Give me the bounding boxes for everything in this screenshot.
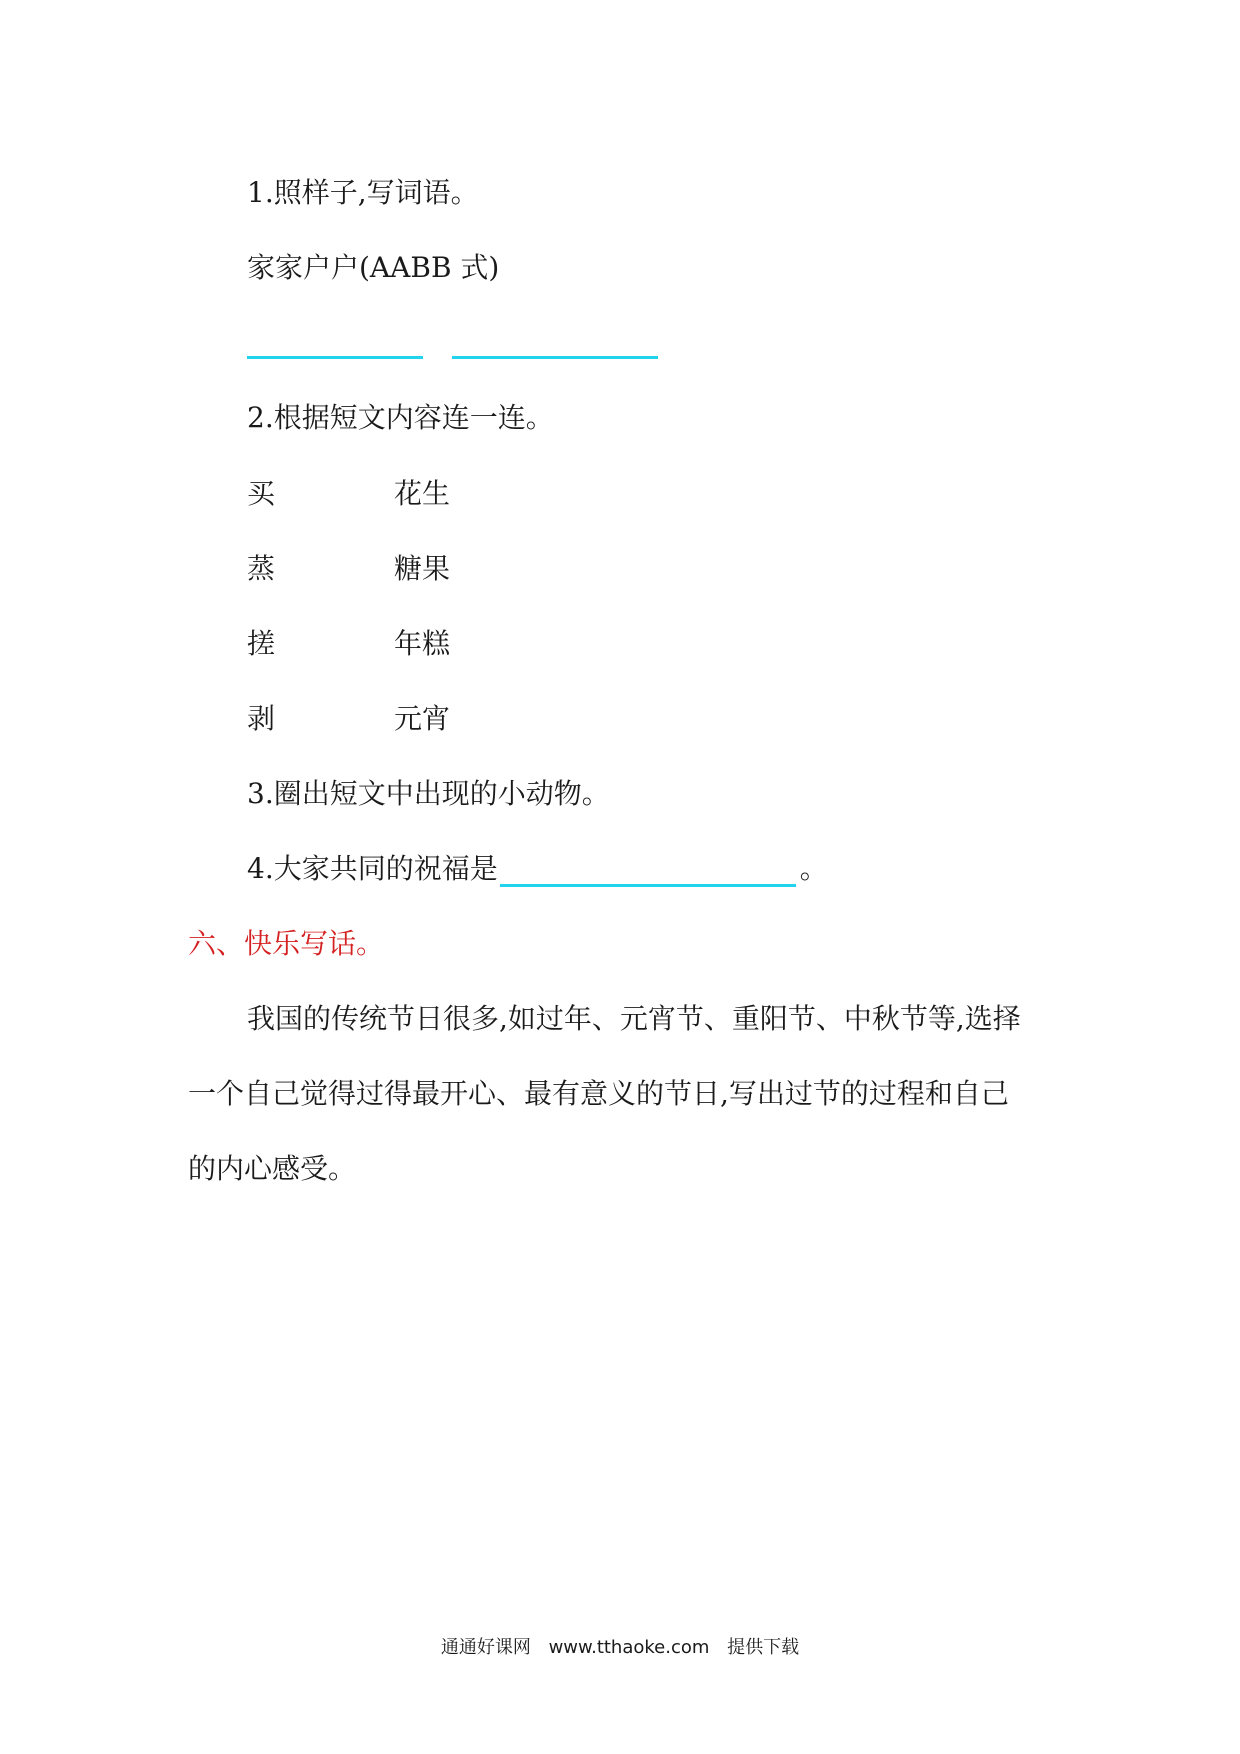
- question-1-title: 1.照样子,写词语。: [247, 176, 479, 209]
- question-4-title: 4.大家共同的祝福是: [247, 852, 498, 885]
- question-2-title: 2.根据短文内容连一连。: [247, 401, 554, 434]
- footer-site-name: 通通好课网: [440, 1637, 531, 1658]
- footer-suffix: 提供下载: [727, 1637, 800, 1658]
- match-left-item-4[interactable]: 剥: [247, 702, 276, 735]
- question-3-title: 3.圈出短文中出现的小动物。: [247, 777, 610, 810]
- match-left-item-3[interactable]: 搓: [247, 627, 276, 660]
- answer-blank-3[interactable]: [500, 854, 796, 887]
- match-right-item-2[interactable]: 糖果: [394, 552, 451, 585]
- question-4-end: 。: [799, 852, 828, 885]
- match-left-item-1[interactable]: 买: [247, 477, 276, 510]
- match-right-item-4[interactable]: 元宵: [394, 702, 451, 735]
- answer-blank-1[interactable]: [247, 356, 423, 359]
- section-6-paragraph-line-2: 一个自己觉得过得最开心、最有意义的节日,写出过节的过程和自己: [188, 1077, 1009, 1110]
- question-4: [247, 851, 828, 887]
- match-right-item-3[interactable]: 年糕: [394, 627, 451, 660]
- question-1-example: 家家户户(AABB 式): [247, 251, 500, 284]
- answer-blank-2[interactable]: [452, 356, 658, 359]
- section-6-heading: 六、快乐写话。: [188, 927, 385, 960]
- match-right-item-1[interactable]: 花生: [394, 477, 451, 510]
- section-6-paragraph-line-1: 我国的传统节日很多,如过年、元宵节、重阳节、中秋节等,选择: [247, 1002, 1021, 1035]
- section-6-paragraph-line-3: 的内心感受。: [188, 1152, 357, 1185]
- footer: [0, 1636, 1240, 1660]
- footer-url[interactable]: www.tthaoke.com: [548, 1637, 710, 1658]
- match-left-item-2[interactable]: 蒸: [247, 552, 276, 585]
